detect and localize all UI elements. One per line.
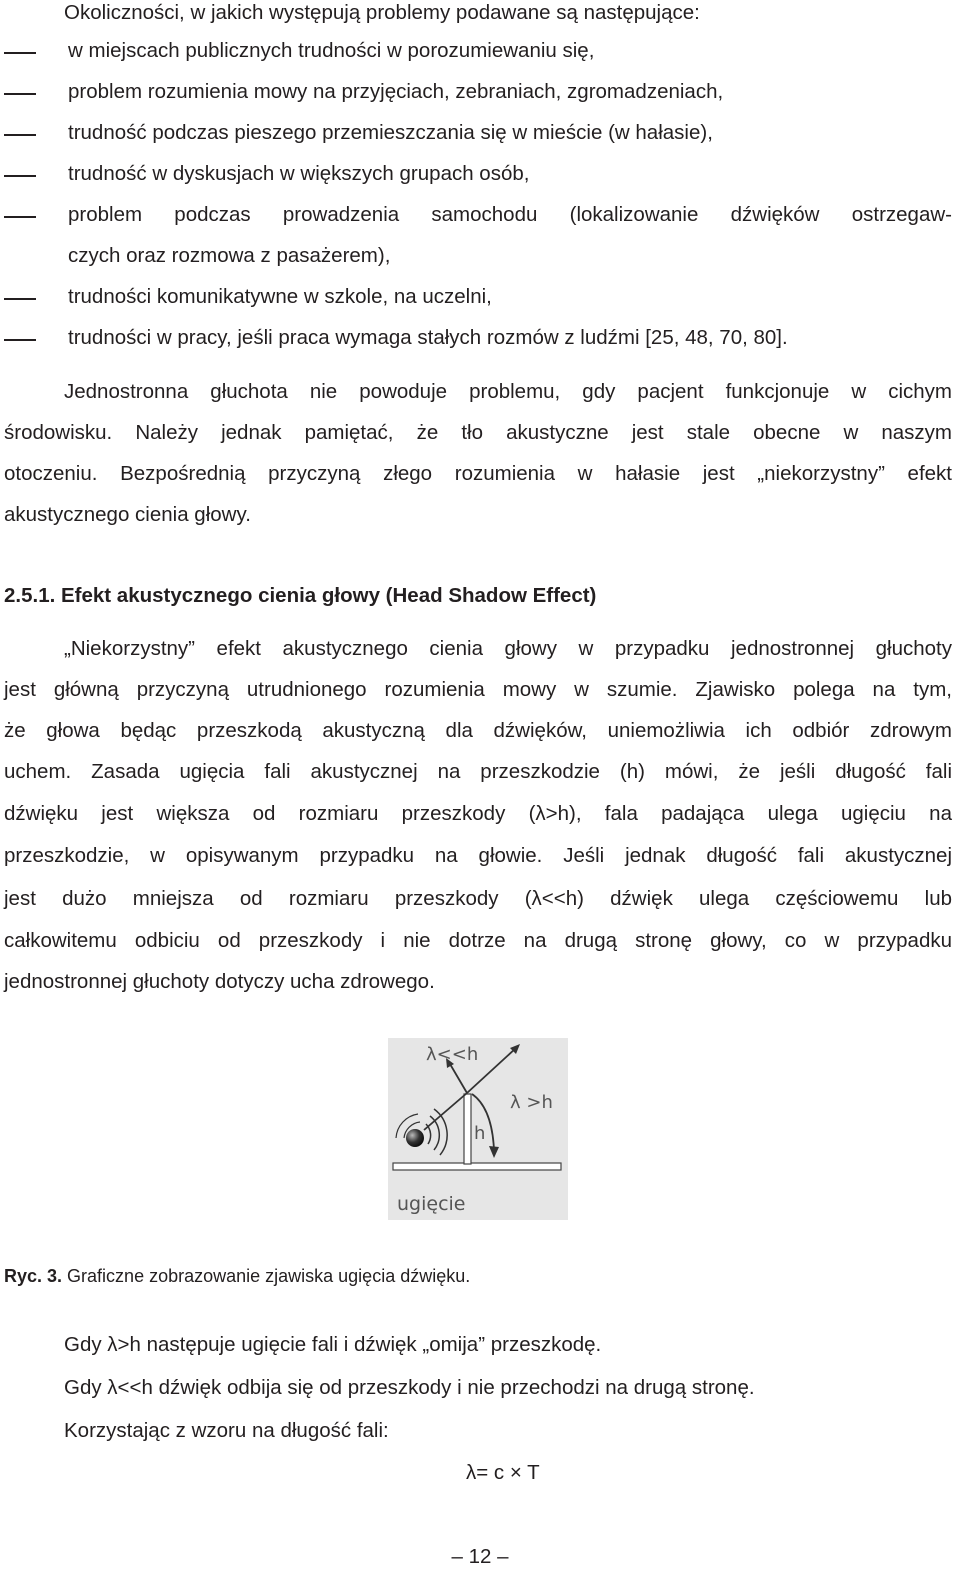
diffraction-figure xyxy=(388,1038,568,1220)
paragraph-line: że głowa będąc przeszkodą akustyczną dla dźwięków, uniemożliwia ich odbiór zdrowym xyxy=(4,719,952,742)
list-item-continuation: czych oraz rozmowa z pasażerem), xyxy=(68,244,391,267)
paragraph-line: środowisku. Należy jednak pamiętać, że tło akustyczne jest stale obecne w naszym xyxy=(4,421,952,444)
diffraction-diagram xyxy=(388,1038,568,1220)
paragraph-line: jest dużo mniejsza od rozmiaru przeszkody (λ<<h) dźwięk ulega częściowemu lub xyxy=(4,887,952,910)
arrow-head xyxy=(489,1146,499,1158)
label-h: h xyxy=(474,1123,486,1144)
closing-line: Gdy λ>h następuje ugięcie fali i dźwięk „omija” przeszkodę. xyxy=(64,1333,602,1356)
list-item: problem podczas prowadzenia samochodu (lokalizowanie dźwięków ostrzegaw- xyxy=(68,203,952,226)
label-right: λ >h xyxy=(510,1092,553,1113)
intro-line: Okoliczności, w jakich występują problemy podawane są następujące: xyxy=(64,1,700,24)
paragraph-line: uchem. Zasada ugięcia fali akustycznej na przeszkodzie (h) mówi, że jeśli długość fali xyxy=(4,760,952,783)
closing-line: Gdy λ<<h dźwięk odbija się od przeszkody i nie przechodzi na drugą stronę. xyxy=(64,1376,755,1399)
paragraph-line: całkowitemu odbiciu od przeszkody i nie dotrze na drugą stronę głowy, co w przypadku xyxy=(4,929,952,952)
formula: λ= c × T xyxy=(466,1461,540,1484)
list-dash xyxy=(4,339,36,341)
paragraph-line: jednostronnej głuchoty dotyczy ucha zdrowego. xyxy=(4,970,435,993)
list-dash xyxy=(4,93,36,95)
list-dash xyxy=(4,298,36,300)
caption-prefix: Ryc. 3. xyxy=(4,1266,63,1286)
reflected-ray xyxy=(450,1064,467,1093)
list-item: trudność podczas pieszego przemieszczania się w mieście (w hałasie), xyxy=(68,121,713,144)
closing-line: Korzystając z wzoru na długość fali: xyxy=(64,1419,389,1442)
list-dash xyxy=(4,216,36,218)
paragraph-line: „Niekorzystny” efekt akustycznego cienia głowy w przypadku jednostronnej głuchoty xyxy=(64,637,952,660)
paragraph-line: dźwięku jest większa od rozmiaru przeszkody (λ>h), fala padająca ulega ugięciu na xyxy=(4,802,952,825)
list-item: w miejscach publicznych trudności w porozumiewaniu się, xyxy=(68,39,595,62)
label-top: λ<<h xyxy=(426,1044,479,1065)
label-bottom: ugięcie xyxy=(397,1193,466,1215)
list-item: trudności komunikatywne w szkole, na uczelni, xyxy=(68,285,492,308)
paragraph-line: otoczeniu. Bezpośrednią przyczyną złego rozumienia w hałasie jest „niekorzystny” efekt xyxy=(4,462,952,485)
list-dash xyxy=(4,134,36,136)
list-dash xyxy=(4,175,36,177)
list-item: trudności w pracy, jeśli praca wymaga stałych rozmów z ludźmi [25, 48, 70, 80]. xyxy=(68,326,788,349)
paragraph-line: Jednostronna głuchota nie powoduje problemu, gdy pacjent funkcjonuje w cichym xyxy=(64,380,952,403)
figure-caption xyxy=(4,1263,952,1289)
list-item: problem rozumienia mowy na przyjęciach, zebraniach, zgromadzeniach, xyxy=(68,80,724,103)
paragraph-line: akustycznego cienia głowy. xyxy=(4,503,251,526)
list-item: trudność w dyskusjach w większych grupach osób, xyxy=(68,162,530,185)
caption-text: Graficzne zobrazowanie zjawiska ugięcia dźwięku. xyxy=(62,1266,471,1286)
paragraph-line: przeszkodzie, w opisywanym przypadku na głowie. Jeśli jednak długość fali akustycznej xyxy=(4,844,952,867)
paragraph-line: jest główną przyczyną utrudnionego rozumienia mowy w szumie. Zjawisko polega na tym, xyxy=(4,678,952,701)
obstacle xyxy=(464,1094,471,1164)
sound-source xyxy=(406,1129,424,1147)
list-dash xyxy=(4,52,36,54)
page-number: – 12 – xyxy=(451,1545,509,1568)
ground-bar xyxy=(393,1163,561,1170)
section-heading: 2.5.1. Efekt akustycznego cienia głowy (Head Shadow Effect) xyxy=(4,584,597,607)
